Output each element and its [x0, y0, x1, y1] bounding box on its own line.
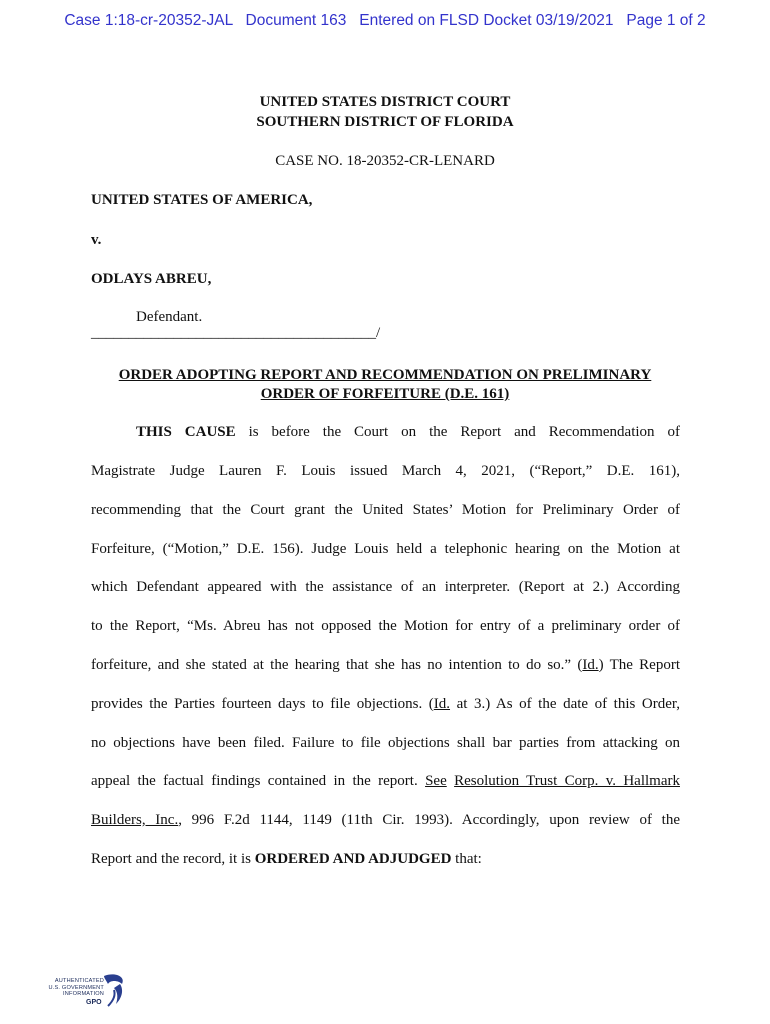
gpo-seal-text — [44, 978, 104, 998]
gpo-seal-line: AUTHENTICATED — [54, 978, 104, 984]
this-cause-bold: THIS CAUSE — [136, 424, 236, 440]
docket-header-stamp: Case 1:18-cr-20352-JAL Document 163 Entered on FLSD Docket 03/19/2021 Page 1 of 2 — [64, 12, 706, 29]
case-citation-part1: Resolution Trust Corp. v. Hallmark — [454, 773, 680, 789]
body-line-12-text-a: Report and the record, it is — [91, 851, 255, 867]
court-name-line2: SOUTHERN DISTRICT OF FLORIDA — [256, 114, 514, 130]
body-line-7-text-a: forfeiture, and she stated at the hearing that she has no intention to do so.” ( — [91, 657, 583, 673]
gpo-label: GPO — [86, 999, 102, 1006]
gpo-seal-line: U.S. GOVERNMENT — [48, 984, 104, 991]
gpo-authentication-seal — [44, 972, 128, 1016]
body-line-10 — [91, 771, 680, 791]
body-line-7-text-b: ) The Report — [598, 657, 680, 673]
body-line-12-text-b: that: — [451, 851, 482, 867]
body-line-11-text: , 996 F.2d 1144, 1149 (11th Cir. 1993). Accordingly, upon review of the — [178, 812, 681, 828]
body-line-12 — [91, 849, 680, 869]
id-citation: Id. — [582, 657, 599, 673]
versus-label: v. — [91, 232, 102, 248]
body-line-6: to the Report, “Ms. Abreu has not opposed the Motion for entry of a preliminary order of — [91, 618, 680, 634]
body-line-10-text: appeal the factual findings contained in the report. — [91, 773, 426, 789]
body-line-7 — [91, 655, 680, 675]
body-line-8-text-b: at 3.) As of the date of this Order, — [450, 696, 681, 712]
defendant-name: ODLAYS ABREU, — [91, 271, 212, 287]
eagle-icon — [100, 972, 128, 1012]
body-line-1-text: is before the Court on the Report and Recommendation of — [235, 424, 680, 440]
body-line-2: Magistrate Judge Lauren F. Louis issued March 4, 2021, (“Report,” D.E. 161), — [91, 463, 680, 479]
id-citation: Id. — [433, 696, 451, 712]
caption-signature-line: ______________________________________/ — [91, 325, 381, 341]
order-title-line1: ORDER ADOPTING REPORT AND RECOMMENDATION ON PRELIMINARY — [118, 367, 652, 383]
gpo-seal-line: INFORMATION — [63, 991, 104, 997]
case-citation-part2: Builders, Inc. — [91, 812, 179, 828]
body-line-8 — [91, 694, 680, 714]
defendant-label: Defendant. — [136, 309, 203, 325]
body-line-4: Forfeiture, (“Motion,” D.E. 156). Judge Louis held a telephonic hearing on the Motion at — [91, 541, 680, 557]
body-line-8-text-a: provides the Parties fourteen days to file objections. ( — [91, 696, 434, 712]
order-title-line2: ORDER OF FORFEITURE (D.E. 161) — [260, 386, 510, 402]
see-signal: See — [425, 773, 447, 789]
ordered-adjudged-bold: ORDERED AND ADJUDGED — [254, 851, 452, 867]
body-line-1 — [91, 422, 680, 442]
body-line-5: which Defendant appeared with the assistance of an interpreter. (Report at 2.) According — [91, 579, 680, 595]
body-line-3: recommending that the Court grant the United States’ Motion for Preliminary Order of — [91, 502, 680, 518]
order-title — [80, 366, 690, 404]
case-number: CASE NO. 18-20352-CR-LENARD — [275, 153, 495, 169]
court-name-line1: UNITED STATES DISTRICT COURT — [259, 94, 511, 110]
body-line-11 — [91, 810, 680, 830]
space — [447, 773, 454, 789]
body-line-9: no objections have been filed. Failure to file objections shall bar parties from attacking on — [91, 735, 680, 751]
plaintiff-name: UNITED STATES OF AMERICA, — [91, 192, 313, 208]
